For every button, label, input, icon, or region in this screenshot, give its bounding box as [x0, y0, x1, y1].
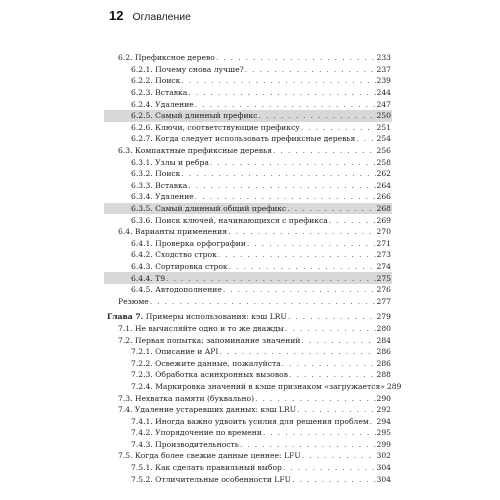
- toc-entry-title: 6.3.1. Узлы и ребра: [131, 157, 209, 167]
- toc-entry-page: 254: [376, 134, 391, 144]
- chapter-title: Примеры использования: кэш LRU: [145, 312, 287, 322]
- toc-entry-title: 7.4.1. Иногда важно удвоить усилия для решения проблем: [131, 416, 369, 426]
- running-title: Оглавление: [132, 11, 192, 23]
- dot-leader: [166, 274, 375, 283]
- dot-leader: [273, 146, 376, 155]
- toc-entry[interactable]: [104, 203, 392, 215]
- toc-entry-title: Резюме: [118, 296, 149, 306]
- page-number: 12: [109, 8, 124, 23]
- toc-entry-title: 7.4.2. Упорядочение по времени: [131, 428, 262, 438]
- toc-entry-title: 6.2. Префиксное дерево: [118, 53, 215, 63]
- dot-leader: [240, 440, 376, 449]
- toc-entry-title: 6.2.4. Удаление: [131, 99, 194, 109]
- dot-leader: [288, 312, 376, 321]
- toc-entry-title: 7.5. Когда более свежие данные ценнее: LFU: [118, 451, 301, 461]
- toc-entry-title: 6.2.2. Поиск: [131, 76, 181, 86]
- toc-entry[interactable]: [104, 87, 392, 99]
- toc-entry-title: 7.4.3. Производительность: [131, 439, 239, 449]
- toc-entry[interactable]: [104, 295, 392, 307]
- toc-entry-page: 277: [376, 296, 391, 306]
- toc-entry-page: 304: [376, 474, 391, 484]
- dot-leader: [229, 262, 376, 271]
- toc-entry-page: 288: [376, 370, 391, 380]
- toc-chapter-entry[interactable]: [104, 311, 392, 323]
- toc-entry-page: 274: [376, 261, 391, 271]
- dot-leader: [263, 428, 376, 437]
- dot-leader: [302, 451, 376, 460]
- dot-leader: [223, 285, 376, 294]
- toc-entry-page: 244: [376, 88, 391, 98]
- dot-leader: [301, 336, 375, 345]
- toc-entry-page: 273: [376, 250, 391, 260]
- dot-leader: [329, 216, 376, 225]
- toc-entry-page: 266: [376, 192, 391, 202]
- dot-leader: [370, 417, 376, 426]
- page-header: [109, 8, 191, 23]
- toc-entry[interactable]: [104, 323, 392, 335]
- toc-entry-page: 258: [376, 157, 391, 167]
- dot-leader: [150, 297, 376, 306]
- dot-leader: [195, 192, 376, 201]
- toc-entry-page: 269: [376, 215, 391, 225]
- dot-leader: [356, 134, 375, 143]
- toc-entry[interactable]: [104, 369, 392, 381]
- chapter-label: Глава 7.: [107, 312, 144, 322]
- dot-leader: [245, 65, 376, 74]
- toc-entry-title: 7.2.4. Маркировка значений в кэше признаком «загружается»: [131, 381, 385, 391]
- toc-section-chapter-6: [104, 52, 392, 307]
- toc-entry-title: 7.2.2. Освежите данные, пожалуйста: [131, 358, 281, 368]
- toc-entry-page: 239: [376, 76, 391, 86]
- dot-leader: [247, 239, 376, 248]
- toc-entry[interactable]: [104, 439, 392, 451]
- toc-entry[interactable]: [104, 357, 392, 369]
- dot-leader: [210, 158, 376, 167]
- dot-leader: [297, 405, 375, 414]
- toc-entry-title: [107, 312, 287, 321]
- toc-entry-title: 6.2.5. Самый длинный префикс: [131, 111, 258, 121]
- dot-leader: [188, 88, 375, 97]
- toc-entry-page: 262: [376, 169, 391, 179]
- toc-entry-title: 7.1. Не вычисляйте одно и то же дважды: [118, 323, 284, 333]
- toc-entry-title: 7.4. Удаление устаревших данных: кэш LRU: [118, 405, 297, 415]
- toc-entry-page: 256: [376, 146, 391, 156]
- toc-entry-title: 7.2.1. Описание и API: [131, 347, 219, 357]
- dot-leader: [219, 347, 375, 356]
- toc-entry[interactable]: [104, 284, 392, 296]
- dot-leader: [285, 324, 376, 333]
- toc-entry-page: 289: [386, 381, 402, 391]
- toc-entry-page: 233: [376, 53, 391, 63]
- toc-entry-page: 271: [376, 238, 391, 248]
- dot-leader: [255, 394, 375, 403]
- dot-leader: [283, 463, 376, 472]
- toc-entry-title: 6.2.3. Вставка: [131, 88, 188, 98]
- dot-leader: [282, 359, 376, 368]
- toc-entry-title: 6.2.7. Когда следует использовать префиксные деревья: [131, 134, 356, 144]
- dot-leader: [195, 100, 376, 109]
- dot-leader: [228, 227, 375, 236]
- toc-entry-page: 270: [376, 227, 391, 237]
- dot-leader: [289, 370, 375, 379]
- toc-entry-title: 6.3.5. Самый длинный общий префикс: [131, 204, 287, 214]
- toc-entry[interactable]: [104, 226, 392, 238]
- toc-entry-title: 6.3.2. Поиск: [131, 169, 181, 179]
- toc-entry[interactable]: [104, 64, 392, 76]
- toc-entry[interactable]: [104, 404, 392, 416]
- toc-entry[interactable]: [104, 346, 392, 358]
- toc-entry[interactable]: [104, 450, 392, 462]
- dot-leader: [259, 111, 376, 120]
- toc-entry[interactable]: [104, 180, 392, 192]
- toc-entry-title: 7.3. Нехватка памяти (буквально): [118, 393, 255, 403]
- toc-entry[interactable]: [104, 75, 392, 87]
- toc-entry-page: 251: [376, 122, 391, 132]
- toc-entry-page: 250: [376, 111, 391, 121]
- toc-entry[interactable]: [104, 334, 392, 346]
- dot-leader: [181, 76, 375, 85]
- toc-entry[interactable]: [104, 427, 392, 439]
- toc-section-chapter-7: [104, 323, 402, 485]
- toc-entry-page: 304: [376, 463, 391, 473]
- toc-entry[interactable]: [104, 214, 392, 226]
- toc-entry-title: 7.2. Первая попытка: запоминание значений: [118, 335, 301, 345]
- toc-entry-page: 279: [376, 312, 391, 322]
- toc-entry[interactable]: [104, 191, 392, 203]
- toc-entry-title: 6.3.6. Поиск ключей, начинающихся с префикса: [131, 215, 328, 225]
- toc-entry-page: 286: [376, 347, 391, 357]
- dot-leader: [301, 123, 376, 132]
- toc-entry[interactable]: [104, 381, 402, 393]
- toc-entry[interactable]: [104, 261, 392, 273]
- toc-entry[interactable]: [104, 272, 392, 284]
- toc-entry[interactable]: [104, 133, 392, 145]
- toc-entry[interactable]: [104, 145, 392, 157]
- toc-entry-page: 237: [376, 64, 391, 74]
- toc-entry-page: 292: [376, 405, 391, 415]
- toc-entry[interactable]: [104, 415, 392, 427]
- toc-entry-title: 7.5.1. Как сделать правильный выбор: [131, 463, 282, 473]
- toc-entry[interactable]: [104, 249, 392, 261]
- toc-entry-title: 6.4.3. Сортировка строк: [131, 261, 228, 271]
- toc-entry-page: 302: [376, 451, 391, 461]
- toc-entry-page: 299: [376, 439, 391, 449]
- toc-entry-page: 284: [376, 335, 391, 345]
- toc-entry-title: 6.2.6. Ключи, соответствующие префиксу: [131, 122, 300, 132]
- toc-entry-page: 295: [376, 428, 391, 438]
- table-of-contents: [104, 52, 402, 485]
- toc-entry[interactable]: [104, 473, 392, 485]
- toc-entry[interactable]: [104, 156, 392, 168]
- toc-entry[interactable]: [104, 110, 392, 122]
- toc-entry[interactable]: [104, 392, 392, 404]
- toc-entry-page: 280: [376, 323, 391, 333]
- toc-entry[interactable]: [104, 52, 392, 64]
- toc-entry-page: 286: [376, 358, 391, 368]
- dot-leader: [287, 204, 375, 213]
- toc-entry-title: 6.4.5. Автодополнение: [131, 285, 222, 295]
- dot-leader: [216, 53, 376, 62]
- toc-entry-title: 6.4.1. Проверка орфографии: [131, 238, 246, 248]
- toc-entry[interactable]: [104, 462, 392, 474]
- toc-entry-title: 6.2.1. Почему снова лучше?: [131, 64, 244, 74]
- toc-entry-page: 276: [376, 285, 391, 295]
- toc-entry-page: 294: [376, 416, 391, 426]
- toc-entry-page: 264: [376, 180, 391, 190]
- toc-entry-page: 247: [376, 99, 391, 109]
- toc-entry-title: 7.5.2. Отличительные особенности LFU: [131, 474, 292, 484]
- toc-entry-page: 275: [376, 273, 391, 283]
- toc-entry-page: 290: [376, 393, 391, 403]
- dot-leader: [218, 250, 376, 259]
- toc-entry-title: 6.4.4. T9: [131, 273, 166, 283]
- toc-entry-title: 6.3.3. Вставка: [131, 180, 188, 190]
- toc-entry-title: 6.4. Варианты применения: [118, 227, 228, 237]
- toc-entry[interactable]: [104, 122, 392, 134]
- toc-entry[interactable]: [104, 238, 392, 250]
- toc-entry-title: 6.3. Компактные префиксные деревья: [118, 146, 272, 156]
- toc-entry-title: 6.3.4. Удаление: [131, 192, 194, 202]
- toc-entry[interactable]: [104, 98, 392, 110]
- dot-leader: [181, 169, 375, 178]
- toc-entry-title: 7.2.3. Обработка асинхронных вызовов: [131, 370, 289, 380]
- dot-leader: [292, 475, 375, 484]
- dot-leader: [188, 181, 375, 190]
- toc-entry[interactable]: [104, 168, 392, 180]
- toc-entry-page: 268: [376, 204, 391, 214]
- toc-entry-title: 6.4.2. Сходство строк: [131, 250, 217, 260]
